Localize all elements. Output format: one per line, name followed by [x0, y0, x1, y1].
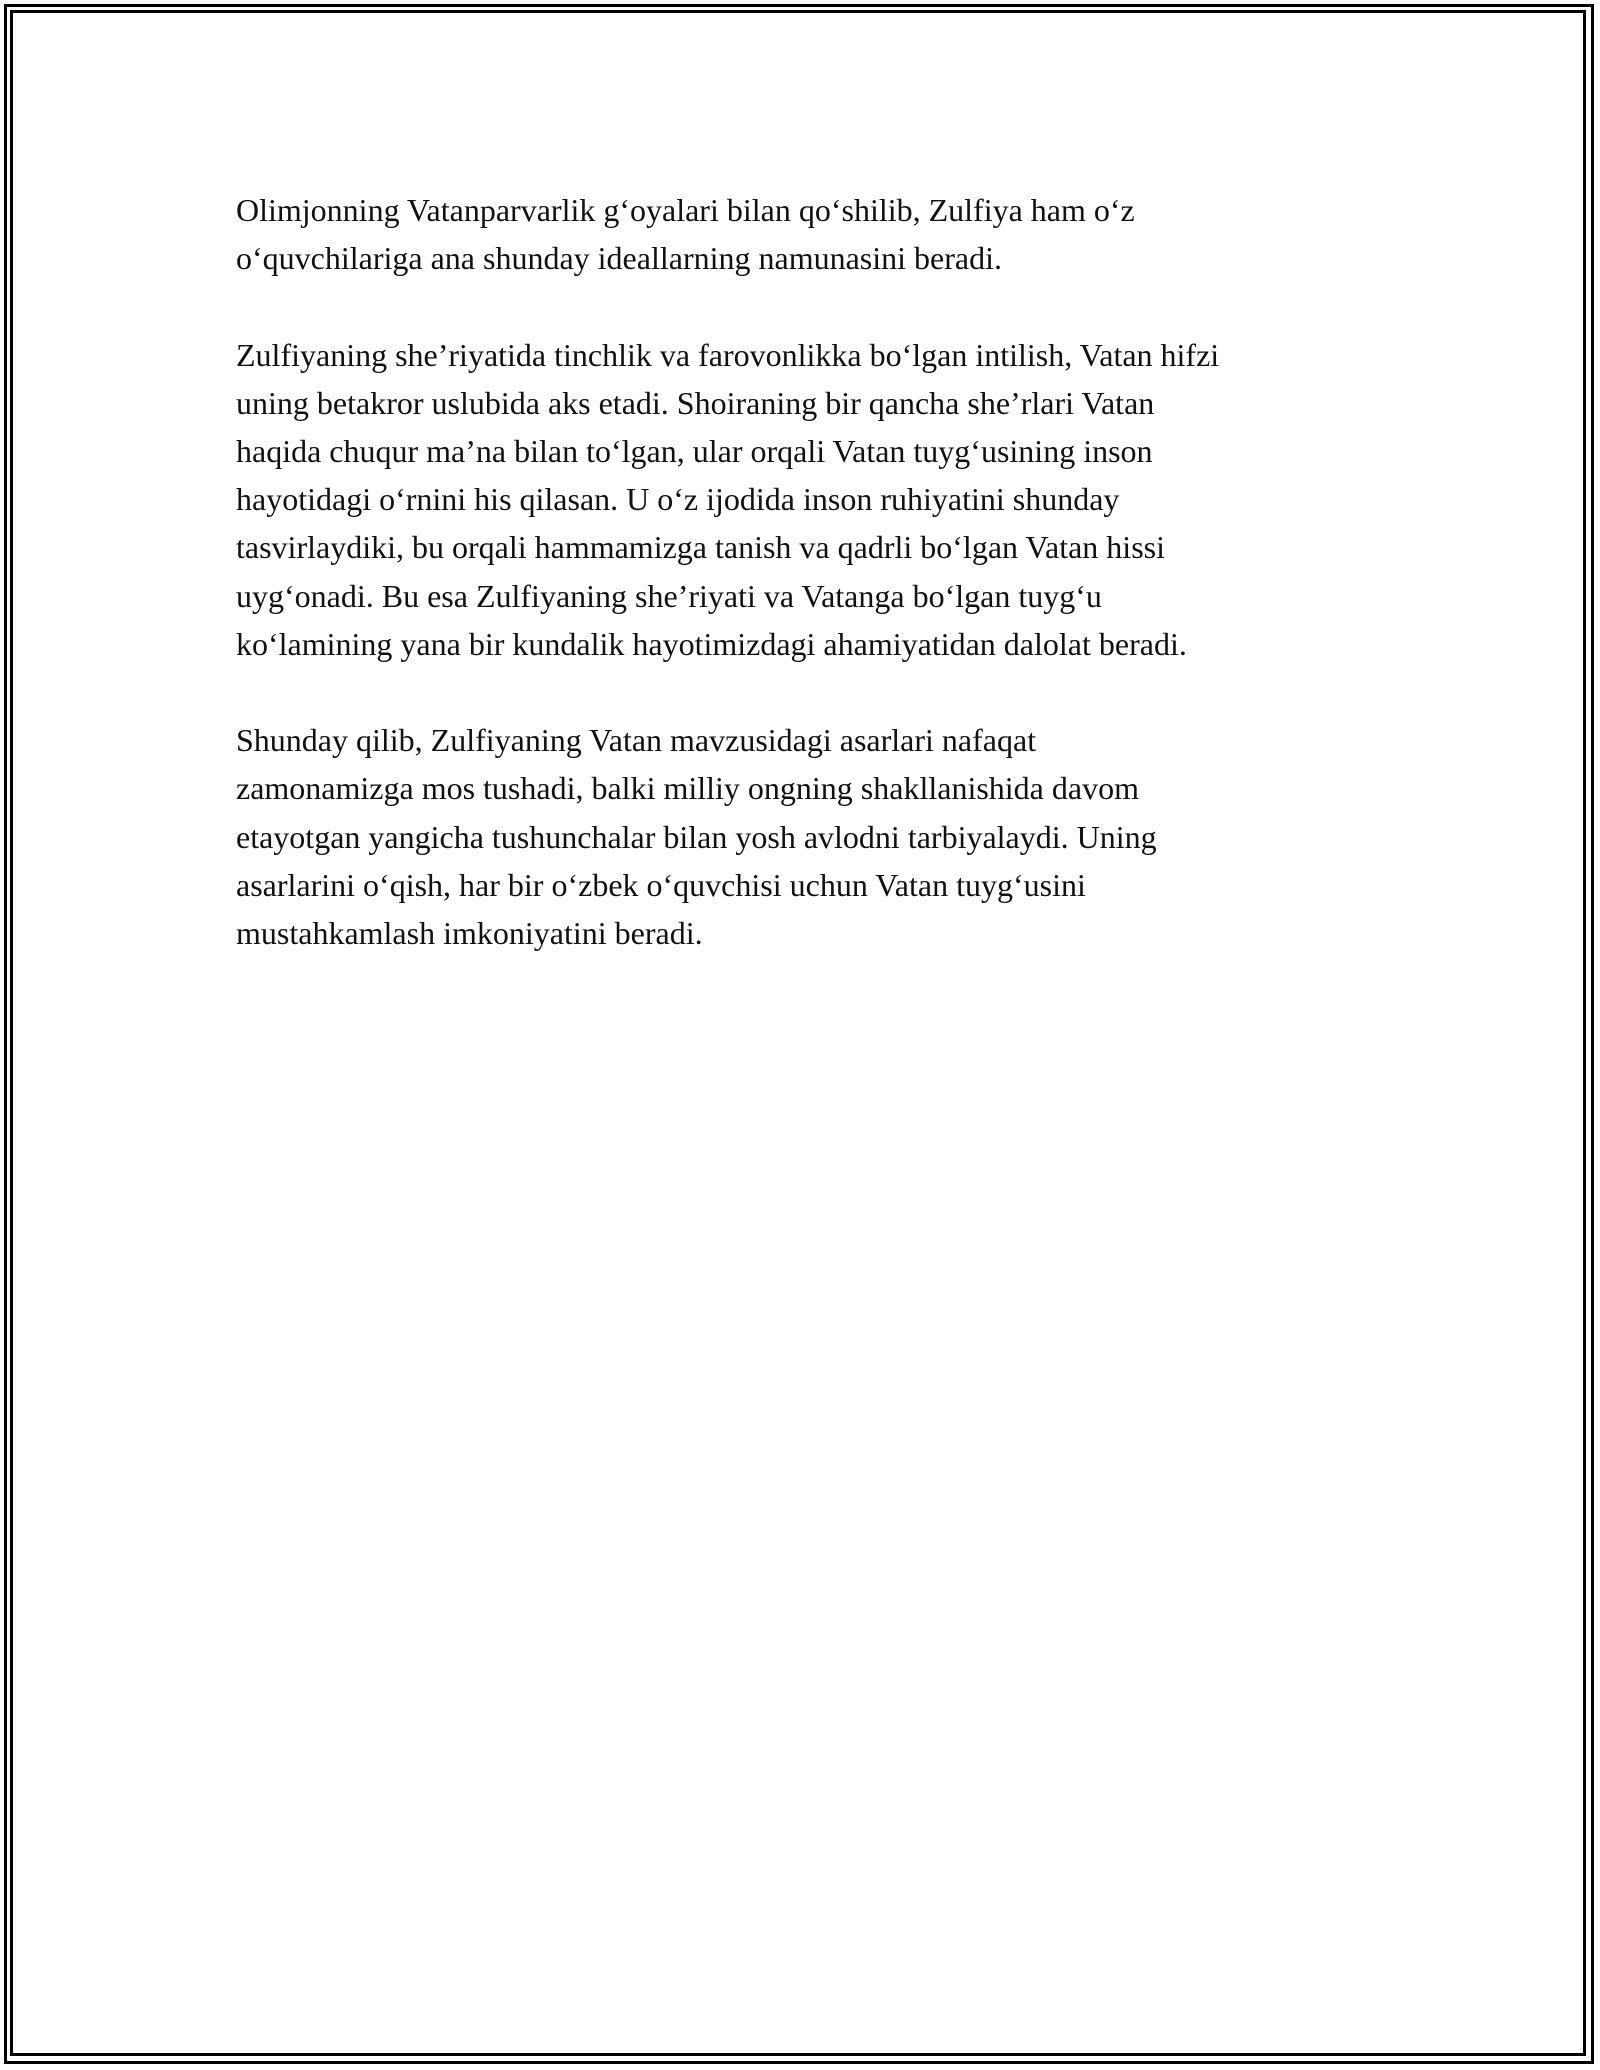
text-line: uning betakror uslubida aks etadi. Shoiraning bir qancha she’rlari Vatan: [236, 384, 1155, 421]
text-line: Olimjonning Vatanparvarlik g‘oyalari bilan qo‘shilib, Zulfiya ham o‘z: [236, 192, 1135, 228]
paragraph-3: [236, 716, 1381, 957]
text-line: hayotidagi o‘rnini his qilasan. U o‘z ijodida inson ruhiyatini shunday: [236, 481, 1120, 518]
text-line: asarlarini o‘qish, har bir o‘zbek o‘quvchisi uchun Vatan tuyg‘usini: [236, 866, 1086, 903]
text-line: Zulfiyaning she’riyatida tinchlik va farovonlikka bo‘lgan intilish, Vatan hifzi: [236, 336, 1220, 373]
text-line: etayotgan yangicha tushunchalar bilan yosh avlodni tarbiyalaydi. Uning: [236, 818, 1157, 855]
text-line: o‘quvchilariga ana shunday ideallarning namunasini beradi.: [236, 240, 1002, 277]
text-line: Shunday qilib, Zulfiyaning Vatan mavzusidagi asarlari nafaqat: [236, 722, 1037, 759]
paragraph-2: [236, 331, 1381, 668]
text-line: uyg‘onadi. Bu esa Zulfiyaning she’riyati va Vatanga bo‘lgan tuyg‘u: [236, 577, 1102, 614]
text-line: tasvirlaydiki, bu orqali hammamizga tanish va qadrli bo‘lgan Vatan hissi: [236, 529, 1165, 566]
document-body: [236, 186, 1381, 1005]
paragraph-1: [236, 186, 1381, 282]
text-line: ko‘lamining yana bir kundalik hayotimizdagi ahamiyatidan dalolat beradi.: [236, 625, 1187, 662]
text-line: mustahkamlash imkoniyatini beradi.: [236, 915, 703, 952]
text-line: zamonamizga mos tushadi, balki milliy ongning shakllanishida davom: [236, 770, 1139, 807]
text-line: haqida chuqur ma’na bilan to‘lgan, ular orqali Vatan tuyg‘usining inson: [236, 433, 1153, 469]
